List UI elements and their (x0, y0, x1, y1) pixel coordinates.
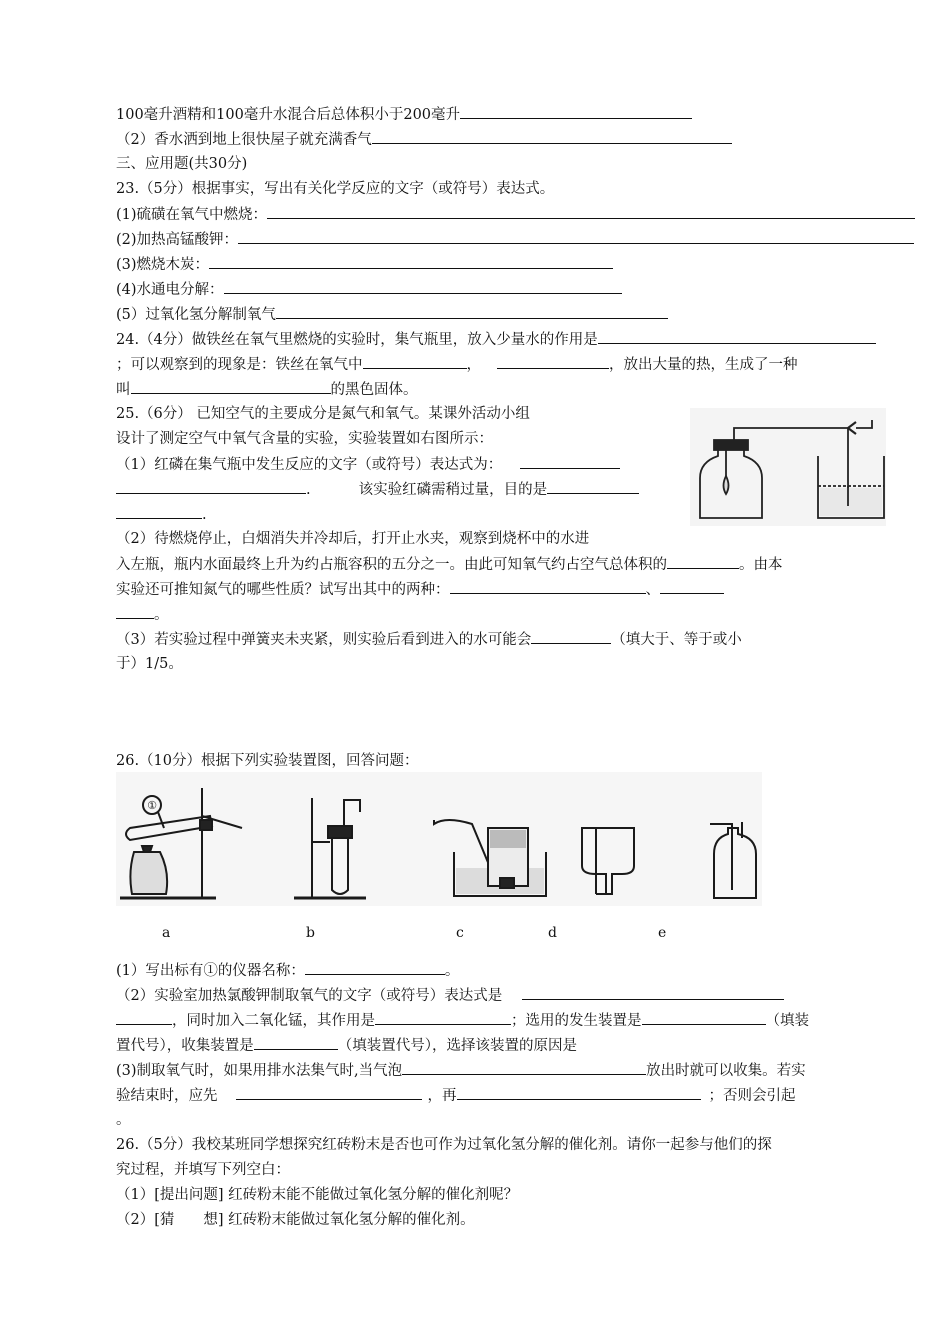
q23-5 (116, 304, 668, 325)
answer-blank[interactable] (224, 279, 622, 294)
q25-line11: 于）1/5。 (116, 656, 183, 672)
text: （填大于、等于或小 (611, 632, 742, 648)
text: ；选用的发生装置是 (511, 1013, 642, 1029)
q25-line10 (116, 629, 742, 650)
text: (3)制取氧气时，如果用排水法集气时,当气泡 (116, 1063, 403, 1079)
text: 叫 (116, 382, 131, 398)
q25-line6: （2）待燃烧停止，白烟消失并冷却后，打开止水夹，观察到烧杯中的水进 (116, 531, 590, 547)
q26-stem: 26.（10分）根据下列实验装置图，回答问题： (116, 753, 419, 769)
text: （1）红磷在集气瓶中发生反应的文字（或符号）表达式为： (116, 457, 503, 473)
answer-blank[interactable] (522, 985, 784, 1000)
answer-blank[interactable] (667, 554, 739, 569)
answer-blank[interactable] (116, 604, 154, 619)
q24-line2 (116, 354, 798, 375)
q25-line2: 设计了测定空气中氧气含量的实验，实验装置如右图所示： (116, 431, 493, 447)
q26-2-line2 (116, 1010, 809, 1031)
apparatus-label-e: e (658, 925, 667, 941)
answer-blank[interactable] (116, 479, 306, 494)
q26b-line4: （2）[猜 想] 红砖粉末能做过氧化氢分解的催化剂。 (116, 1212, 475, 1228)
text: 放出时就可以收集。若实 (646, 1063, 806, 1079)
answer-blank[interactable] (254, 1035, 338, 1050)
line-perfume (116, 129, 732, 150)
text: 验结束时，应先 (116, 1088, 218, 1104)
apparatus-label-d: d (548, 925, 557, 941)
q23-1 (116, 204, 915, 225)
text: （填装 (765, 1013, 809, 1029)
text: (2)加热高锰酸钾： (116, 232, 239, 248)
q23-4 (116, 279, 622, 300)
answer-blank[interactable] (660, 579, 724, 594)
line-alcohol-water (116, 104, 692, 125)
answer-blank[interactable] (402, 1060, 646, 1075)
answer-blank[interactable] (372, 129, 732, 144)
text: 入左瓶，瓶内水面最终上升为约占瓶容积的五分之一。由此可知氧气约占空气总体积的 (116, 557, 667, 573)
q25-apparatus-figure (688, 406, 888, 528)
answer-blank[interactable] (598, 329, 876, 344)
text: 。 (444, 963, 460, 979)
text: 。 (154, 607, 169, 623)
text: 该实验红磷需稍过量，目的是 (358, 482, 548, 498)
q24-line3 (116, 379, 418, 400)
q24-line1 (116, 329, 876, 350)
text: ，同时加入二氧化锰，其作用是 (172, 1013, 375, 1029)
answer-blank[interactable] (363, 354, 467, 369)
q26b-line2: 究过程，并填写下列空白： (116, 1162, 290, 1178)
q26-1 (116, 960, 459, 981)
q25-line1: 25.（6分） 已知空气的主要成分是氮气和氧气。某课外活动小组 (116, 406, 530, 422)
answer-blank[interactable] (236, 1085, 422, 1100)
q26-apparatus-figure (116, 772, 762, 906)
section-3-heading: 三、应用题(共30分) (116, 156, 248, 172)
text: （2）香水洒到地上很快屋子就充满香气 (116, 132, 372, 148)
q26b-line1: 26.（5分）我校某班同学想探究红砖粉末是否也可作为过氧化氢分解的催化剂。请你一起参与他们的探 (116, 1137, 772, 1153)
answer-blank[interactable] (116, 1010, 172, 1025)
q25-line7 (116, 554, 783, 575)
text: ；可以观察到的现象是：铁丝在氧气中 (116, 357, 363, 373)
answer-blank[interactable] (520, 454, 620, 469)
answer-blank[interactable] (276, 304, 668, 319)
text: ，再 (427, 1088, 457, 1104)
answer-blank[interactable] (116, 504, 202, 519)
q25-line9 (116, 604, 169, 625)
q25-line4 (116, 479, 639, 500)
text: (3)燃烧木炭： (116, 257, 210, 273)
text: （3）若实验过程中弹簧夹未夹紧，则实验后看到进入的水可能会 (116, 632, 532, 648)
q26-2-line3 (116, 1035, 577, 1056)
q26b-line3: （1）[提出问题] 红砖粉末能不能做过氧化氢分解的催化剂呢？ (116, 1187, 519, 1203)
answer-blank[interactable] (497, 354, 609, 369)
text: ，放出大量的热，生成了一种 (609, 357, 798, 373)
text: 、 (645, 582, 660, 598)
apparatus-label-a: a (162, 925, 171, 941)
answer-blank[interactable] (531, 629, 611, 644)
text: . (202, 507, 207, 523)
q26-2-line1 (116, 985, 784, 1006)
text: . (306, 482, 311, 498)
answer-blank[interactable] (305, 960, 445, 975)
apparatus-label-c: c (456, 925, 464, 941)
q26-3-line2 (116, 1085, 796, 1106)
q25-line3 (116, 454, 620, 475)
text: (5）过氧化氢分解制氧气 (116, 307, 276, 323)
q23-2 (116, 229, 914, 250)
text: (1)硫磺在氧气中燃烧： (116, 207, 268, 223)
answer-blank[interactable] (131, 379, 331, 394)
text: ， (466, 357, 481, 373)
answer-blank[interactable] (460, 104, 692, 119)
text: 100毫升酒精和100毫升水混合后总体积小于200毫升 (116, 107, 461, 123)
circle-marker: ① (147, 799, 157, 812)
text: 24.（4分）做铁丝在氧气里燃烧的实验时，集气瓶里，放入少量水的作用是 (116, 332, 598, 348)
answer-blank[interactable] (209, 254, 613, 269)
answer-blank[interactable] (238, 229, 914, 244)
apparatus-label-b: b (306, 925, 315, 941)
q23-stem: 23.（5分）根据事实，写出有关化学反应的文字（或符号）表达式。 (116, 181, 555, 197)
q26-3-line1 (116, 1060, 806, 1081)
text: （填装置代号），选择该装置的原因是 (337, 1038, 577, 1054)
q25-line5 (116, 504, 207, 525)
text: (1）写出标有①的仪器名称： (116, 963, 305, 979)
q26-3-line3: 。 (116, 1112, 131, 1128)
q23-3 (116, 254, 613, 275)
answer-blank[interactable] (267, 204, 915, 219)
answer-blank[interactable] (642, 1010, 766, 1025)
text: 。由本 (739, 557, 783, 573)
text: ；否则会引起 (708, 1088, 796, 1104)
text: 实验还可推知氮气的哪些性质？试写出其中的两种： (116, 582, 450, 598)
q25-line8 (116, 579, 724, 600)
text: （2）实验室加热氯酸钾制取氧气的文字（或符号）表达式是 (116, 988, 503, 1004)
text: (4)水通电分解： (116, 282, 224, 298)
text: 置代号），收集装置是 (116, 1038, 254, 1054)
answer-blank[interactable] (457, 1085, 701, 1100)
answer-blank[interactable] (547, 479, 639, 494)
answer-blank[interactable] (375, 1010, 511, 1025)
answer-blank[interactable] (450, 579, 646, 594)
text: 的黑色固体。 (330, 382, 418, 398)
